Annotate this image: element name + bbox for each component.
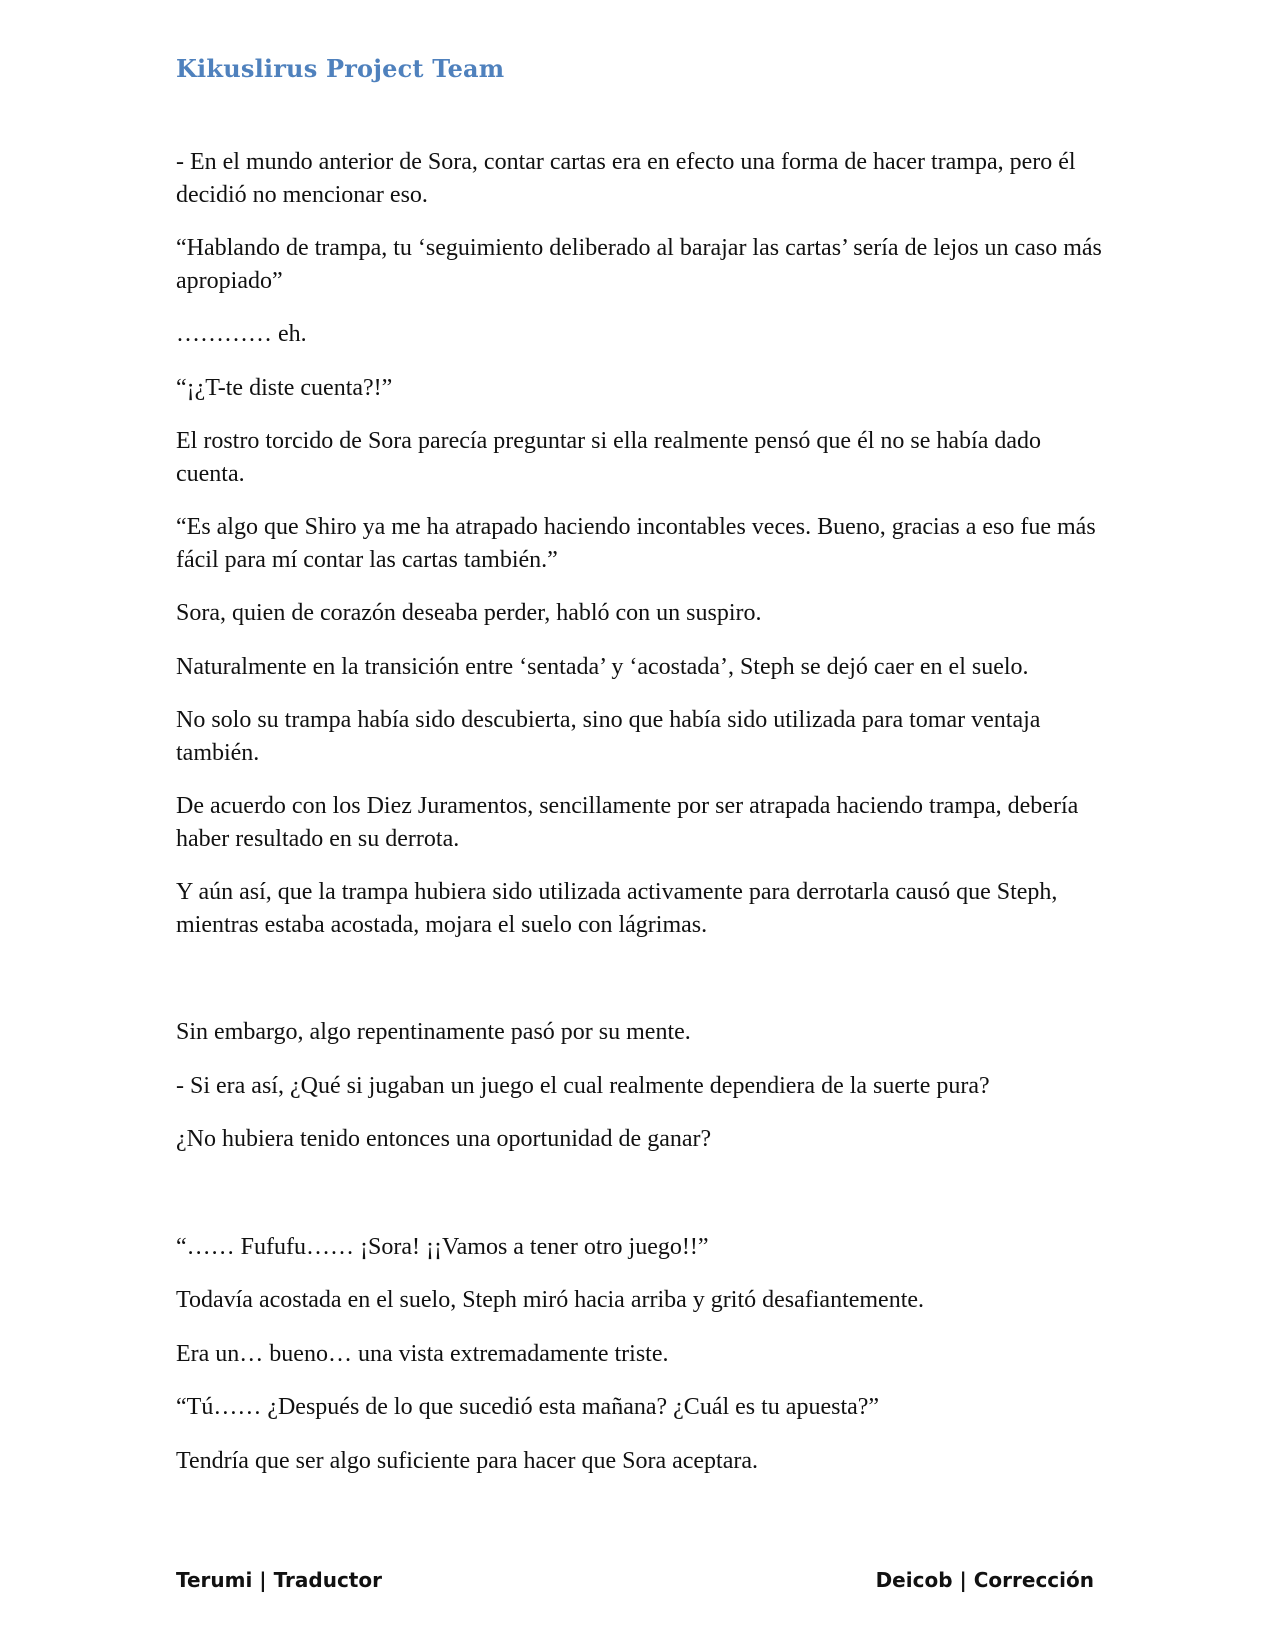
paragraph: - Si era así, ¿Qué si jugaban un juego el cual realmente dependiera de la suerte pura? <box>176 1072 990 1099</box>
paragraph: ¿No hubiera tenido entonces una oportunidad de ganar? <box>176 1126 712 1152</box>
paragraph: Todavía acostada en el suelo, Steph miró hacia arriba y gritó desafiantemente. <box>176 1287 925 1313</box>
paragraph: - En el mundo anterior de Sora, contar cartas era en efecto una forma de hacer trampa, pero él decidió no mencionar eso. <box>176 149 1076 208</box>
section-gap <box>176 1177 1106 1231</box>
paragraph: ………… eh. <box>176 321 307 347</box>
footer-proofreader-credit: Deicob | Corrección <box>875 1568 1094 1592</box>
paragraph: Sin embargo, algo repentinamente pasó por su mente. <box>176 1019 691 1045</box>
header-title: Kikuslirus Project Team <box>176 54 505 83</box>
section-gap <box>176 962 1106 1016</box>
paragraph: No solo su trampa había sido descubierta, sino que había sido utilizada para tomar ventaja también. <box>176 707 1041 766</box>
paragraph: Era un… bueno… una vista extremadamente triste. <box>176 1340 669 1367</box>
paragraph: “Es algo que Shiro ya me ha atrapado haciendo incontables veces. Bueno, gracias a eso fue más fácil para mí contar las cartas también.” <box>176 514 1096 573</box>
paragraph: Naturalmente en la transición entre ‘sentada’ y ‘acostada’, Steph se dejó caer en el suelo. <box>176 653 1029 680</box>
paragraph: De acuerdo con los Diez Juramentos, sencillamente por ser atrapada haciendo trampa, debería haber resultado en su derrota. <box>176 793 1079 852</box>
paragraph: “Hablando de trampa, tu ‘seguimiento deliberado al barajar las cartas’ sería de lejos un caso más apropiado” <box>176 235 1102 294</box>
body-text <box>176 146 1106 1498</box>
paragraph: “Tú…… ¿Después de lo que sucedió esta mañana? ¿Cuál es tu apuesta?” <box>176 1394 880 1420</box>
paragraph: “…… Fufufu…… ¡Sora! ¡¡Vamos a tener otro juego!!” <box>176 1233 709 1260</box>
paragraph: Sora, quien de corazón deseaba perder, habló con un suspiro. <box>176 600 762 626</box>
paragraph: Y aún así, que la trampa hubiera sido utilizada activamente para derrotarla causó que Steph, mientras estaba acostada, mojara el suelo con lágrimas. <box>176 879 1058 938</box>
paragraph: “¡¿T-te diste cuenta?!” <box>176 374 393 401</box>
footer-translator-credit: Terumi | Traductor <box>176 1568 382 1592</box>
paragraph: El rostro torcido de Sora parecía preguntar si ella realmente pensó que él no se había dado cuenta. <box>176 428 1042 487</box>
paragraph: Tendría que ser algo suficiente para hacer que Sora aceptara. <box>176 1447 759 1474</box>
